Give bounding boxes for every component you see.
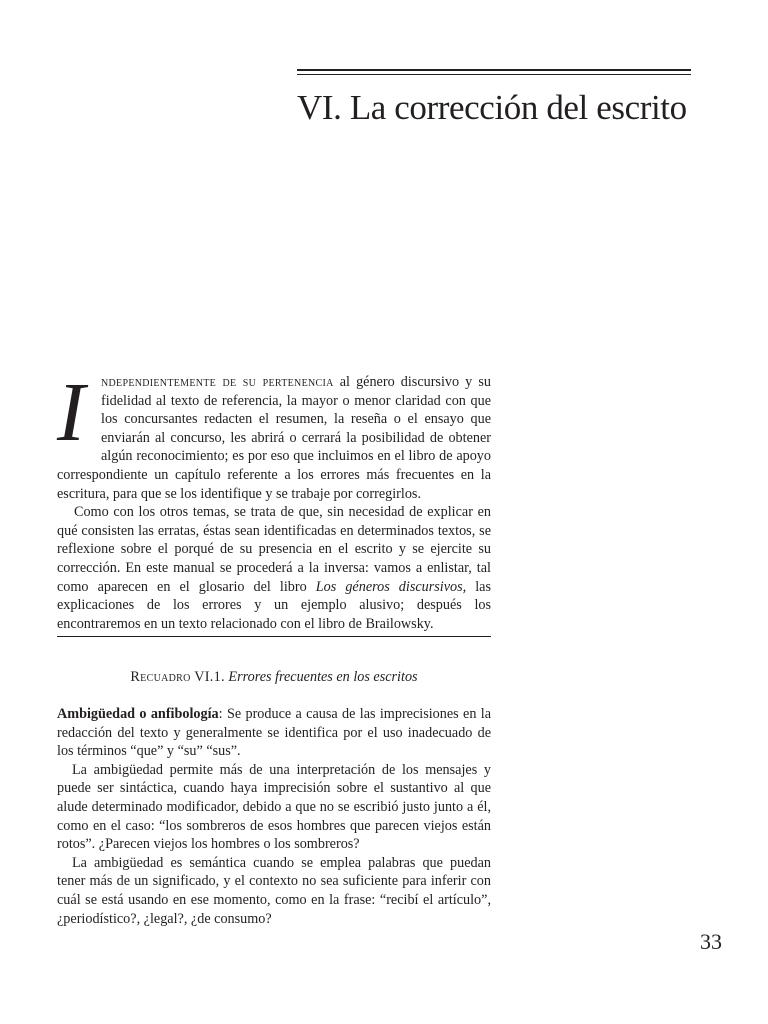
definition-text: : Se produce a causa de las imprecisiones en la redacción del texto y generalmente se identifica por el uso inadecuado de los términos “que” y “su” “sus”. (57, 706, 491, 760)
box-title: Errores frecuentes en los escritos (228, 669, 418, 685)
intro-paragraph-2 (57, 503, 491, 633)
box-content (57, 705, 491, 928)
intro-paragraph-2-end: las explicaciones de los errores y un ejemplo alusivo; después los encontraremos en un texto relacionado con el libro de Brailowsky. (57, 578, 492, 632)
title-rule-thin (297, 74, 691, 75)
section-divider (57, 636, 491, 637)
box-paragraph-2: La ambigüedad permite más de una interpretación de los mensajes y puede ser sintáctica, cuando haya imprecisión sobre el sustantivo al que alude determinado modificador, debido a que no se escribió justo junto a él, como en el caso: “los sombreros de esos hombres que parecen viejos están rotos”. ¿Parecen viejos los hombres o los sombreros? (57, 761, 491, 853)
definition-term: Ambigüedad o anfibología (57, 706, 219, 722)
page-number: 33 (700, 929, 722, 954)
title-rule-thick (297, 69, 691, 71)
intro-paragraph-2-text: Como con los otros temas, se trata de que, sin necesidad de explicar en qué consisten las erratas, éstas sean identificadas en determinados textos, se reflexione sobre el porqué de su presencia en el escrito y se ejercite su corrección. En este manual se procederá a la inversa: vamos a enlistar, tal como aparecen en el glosario del libro (57, 504, 491, 595)
intro-text (57, 366, 492, 633)
intro-paragraph-1 (57, 366, 491, 503)
box-paragraph-3: La ambigüedad es semántica cuando se emplea palabras que puedan tener más de un significado, y el contexto no sea suficiente para inferir con cuál se está usando en ese momento, como en la frase: “recibí el artículo”, ¿periodístico?, ¿legal?, ¿de consumo? (57, 854, 491, 927)
intro-paragraph-1-text: al género discursivo y su fidelidad al texto de referencia, la mayor o menor claridad con que los concursantes redacten el resumen, la reseña o el ensayo que enviarán al concurso, les abrirá o cerrará la posibilidad de obtener algún reconocimiento; es por eso que incluimos en el libro de apoyo correspondiente un capítulo referente a los errores más frecuentes en la escritura, para que se los identifique y se trabaje por corregirlos. (57, 374, 491, 502)
box-caption (57, 668, 491, 686)
lead-in-smallcaps: ndependientemente de su pertenencia (101, 374, 334, 390)
drop-cap: I (57, 366, 85, 459)
chapter-title: VI. La corrección del escrito (297, 88, 687, 127)
book-title-italic: Los géneros discursivos, (315, 578, 467, 595)
box-label: Recuadro VI.1. (130, 669, 225, 685)
definition-paragraph (57, 705, 491, 761)
